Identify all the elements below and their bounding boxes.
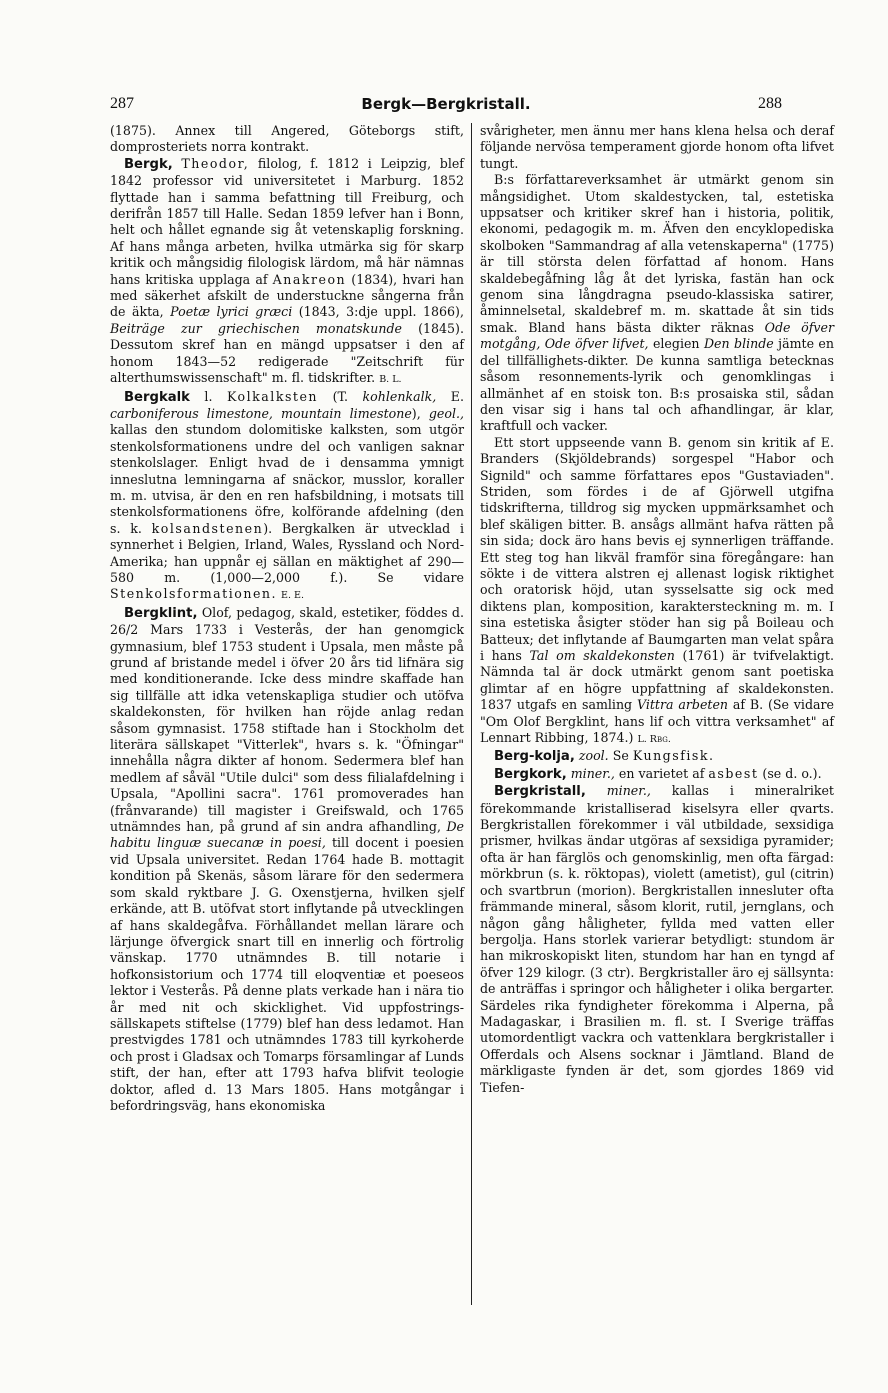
headword: Bergkristall, [494, 784, 586, 800]
work-title: Den blinde [703, 336, 774, 352]
left-column [110, 123, 464, 1114]
work-title: Vittra arbeten [636, 697, 729, 713]
italic-term: kohlenkalk, [362, 388, 437, 404]
entry-text: elegien [652, 336, 700, 352]
entry-bergkork [480, 766, 834, 783]
right-column [480, 123, 834, 1096]
headword: Bergk, [124, 156, 173, 172]
continuation-paragraph: (1875). Annex till Angered, Göteborgs stift, domprosteriets norra kontrakt. [110, 123, 464, 155]
work-title: Beiträge zur griechischen monatskunde [110, 320, 402, 336]
entry-text: filolog, f. 1812 i Leipzig, blef 1842 professor vid universitetet i Marburg. 1852 flyttade han i samma befattning till Freiburg, och derifrån 1857 till Halle. Sedan 1859 lefver han i Bonn, helt och hållet egnande sig åt vetenskaplig forskning. Af hans många arbeten, hvilka utmärka sig för skarp kritik och mångsidig filologisk lärdom, må här nämnas hans kritiska upplaga af [110, 155, 464, 287]
spaced-term: kolsandstenen [151, 520, 264, 536]
entry-text: l. [204, 388, 213, 404]
paragraph [480, 435, 834, 749]
entry-text: (1843, 3:dje uppl. 1866), [298, 304, 464, 320]
continuation-paragraph: svårigheter, men ännu mer hans klena helsa och deraf följande nervösa temperament gjorde honom ofta lifvet tungt. [480, 123, 834, 171]
person-name: Theodor, [181, 155, 250, 171]
entry-text: kallas den stundom dolomitiske kalksten, som utgör stenkolsformationens undre del och vanligen saknar stenkolslager. Enligt hvad de i densamma ymnigt inneslutna lemningarna af snäckor, musslor, koraller m. m. utvisa, är den en ren hafsbildning, i motsats till stenkolsformationens öfre, kolförande afdelning (den s. k. [110, 422, 464, 536]
entry-text: jämte en del tillfällighets-dikter. De kunna samtliga betecknas såsom resonnements-lyrik och genomklingas i allmänhet af en stoisk ton. B:s prosaiska stil, sådan den visar sig i hans tal och afhandlingar, är klar, kraftfull och vacker. [480, 336, 835, 434]
entry-bergkalk [110, 389, 464, 605]
entry-bergklint [110, 605, 464, 1115]
entry-text: Ett stort uppseende vann B. genom sin kritik af E. Branders (Skjöldebrands) sorgespel "Habor och Signild" och samme författares epos "Gustaviaden". Striden, som fördes i de af Gjörwell utgifna tidskrifterna, tilldrog sig mycken uppmärksamhet och blef skäligen bitter. B. ansågs allmänt hafva rätten på sin sida; dock äro hans bevis ej synnerligen träffande. Ett steg tog han likväl framför sina föregångare: han sökte i de vitterа alstren ej allenast logisk riktighet och oratorisk höjd, utan sysselsatte sig ock med diktens plan, komposition, karaktersteckning m. m. I sina estetiska åsigter stöder han sig på Boileau och Batteux; det inflytande af Baumgarten man velat spåra i hans [480, 434, 834, 663]
work-title: Tal om skaldekonsten [529, 648, 675, 663]
page-number-right: 288 [758, 95, 782, 112]
entry-text: Olof, pedagog, skald, estetiker, föddes d. 26/2 Mars 1733 i Vesterås, der han genomgick gymnasium, blef 1753 student i Upsala, men måste på grund af bristande medel i öfver 20 års tid lifnära sig med konditionerande. Icke dess mindre skaffade han sig tillfälle att idka vetenskapliga studier och utöfva skaldekonsten, för hvilken han röjde anlag redan såsom gymnasist. 1758 stiftade han i Stockholm det literära sällskapet "Vitterlek", hvars s. k. "Öfningar" innehålla några dikter af honom. Sedermera blef han medlem af såväl "Utile dulci" som dess filialafdelning i Upsala, "Apollini sacra". 1761 promoverades han (frånvarande) till magister i Greifswald, och 1765 utnämndes han, på grund af sin andra afhandling, [110, 604, 464, 835]
running-title: Bergk—Bergkristall. [361, 95, 531, 113]
entry-text: ), [411, 405, 421, 421]
entry-bergkristall [480, 783, 834, 1096]
headword: Bergkork, [494, 766, 567, 782]
cross-reference: Kungsfisk. [632, 748, 715, 764]
author-signature: E. E. [281, 590, 304, 602]
cross-reference: asbest [708, 765, 759, 781]
work-title: De habitu linguæ suecanæ in poesi, [110, 819, 465, 851]
headword: Bergklint, [124, 605, 198, 621]
page-header [110, 95, 782, 117]
entry-text: (1834), hvari han med säkerhet afskilt de understuckne sångerna från de äkta, [110, 271, 464, 320]
page-number-left: 287 [110, 95, 134, 112]
italic-term: geol., [428, 405, 464, 421]
paragraph [480, 172, 834, 435]
spaced-term: Anakreon [272, 271, 347, 287]
work-title: Poetæ lyrici græci [170, 304, 293, 320]
entry-bergk [110, 156, 464, 389]
entry-text: (T. [332, 388, 349, 404]
entry-berg-kolja [480, 748, 834, 765]
entry-text: kallas i mineralriket förekommande kristalliserad kiselsyra eller qvarts. Bergkristallen förekommer i väl utbildade, sexsidiga prismer, hvilkas ändar utgöras af sexsidiga pyramider; ofta är han färglös och genomskinlig, men ofta färgad: mörkbrun (s. k. röktopas), violett (ametist), gul (citrin) och svartbrun (morion). Bergkristallen innesluter ofta främmande mineral, såsom klorit, rutil, jernglans, och någon gång håligheter, fyllda med vatten eller bergolja. Hans storlek varierar betydligt: stundom är han mikroskopiskt liten, stundom har han en tyngd af öfver 129 kilogr. (3 ctr). Bergkristaller äro ej sällsynta: de anträffas i springor och håligheter i olika bergarter. Särdeles rika fyndigheter förekomma i Alperna, på Madagaskar, i Brasilien m. fl. st. I Sverige träffas utomordentligt vackra och vattenklara bergkristaller i Offerdals och Alsens socknar i Jämtland. Bland de märkligaste fynden är det, som gjordes 1869 vid Tiefen- [480, 783, 834, 1095]
italic-term: carboniferous limestone, mountain limestone [110, 405, 412, 421]
italic-term: zool. [578, 748, 609, 764]
column-divider [471, 123, 472, 1305]
entry-text: ). Bergkalken är utvecklad i synnerhet i Belgien, Irland, Wales, Ryssland och Nord-Amerika; han uppnår ej sällan en mäktighet af 290—580 m. (1,000—2,000 f.). Se vidare [110, 520, 464, 585]
headword: Bergkalk [124, 389, 190, 405]
entry-text: B:s författareverksamhet är utmärkt genom sin mångsidighet. Utom skaldestycken, tal, estetiska uppsatser och kritiker skref han i historia, politik, ekonomi, pedagogik m. m. Äfven den encyklopediska skolboken "Sammandrag af alla vetenskaperna" (1775) är till största delen författad af honom. Hans skaldebegåfning låg åt det lyriska, fastän han ock genom sina långdragna pseudo-klassiska satirer, åminnelsetal, skaldebref m. m. skattade åt sin tids smak. Bland hans bästa dikter räknas [480, 172, 834, 335]
entry-text: (1845). Dessutom skref han en mängd uppsatser i den af honom 1843—52 redigerade "Zeitschrift für alterthumswissenschaft" m. fl. tidskrifter. [110, 320, 464, 386]
italic-term: miner., [606, 783, 651, 799]
entry-text: E. [450, 388, 464, 404]
work-title: Ode öfver motgång, Ode öfver lifvet, [480, 319, 834, 352]
cross-reference: Stenkolsformationen. [110, 586, 278, 602]
entry-text: (se d. o.). [762, 765, 822, 781]
headword: Berg-kolja, [494, 749, 575, 765]
entry-text: af B. (Se vidare "Om Olof Bergklint, hans lif och vittra verksamhet" af Lennart Ribbing, 1874.) [480, 697, 834, 746]
author-signature: L. Rbg. [637, 734, 671, 746]
entry-text: en varietet af [618, 765, 705, 781]
spaced-term: Kolkalksten [226, 388, 319, 404]
italic-term: miner., [570, 765, 615, 781]
entry-text: (1761) är tvifvelaktigt. Nämnda tal är dock utmärkt genom sant poetiska glimtar af en högre uppfattning af skaldekonsten. 1837 utgafs en samling [480, 648, 834, 713]
author-signature: B. L. [379, 374, 402, 386]
entry-text: Se [612, 748, 629, 764]
entry-text: till docent i poesien vid Upsala universitet. Redan 1764 hade B. mottagit kondition på Skenäs, såsom lärare för den sedermera som skald ryktbare J. G. Oxenstjerna, hvilken sjelf erkände, att B. utöfvat stort inflytande på utvecklingen af hans skaldegåfva. Förhållandet mellan lärare och lärjunge öfvergick snart till en innerlig och förtrolig vänskap. 1770 utnämndes B. till notarie i hofkonsistorium och 1774 till eloqventiæ et poeseos lektor i Vesterås. På denne plats verkade han i nära tio år med nit och skicklighet. Vid uppfostrings-sällskapets stiftelse (1779) blef han dess ledamot. Han prestvigdes 1781 och utnämndes 1783 till kyrkoherde och prost i Gladsax och Tomarps församlingar af Lunds stift, der han, efter att 1793 hafva blifvit teologie doktor, afled d. 13 Mars 1805. Hans motgångar i befordringsväg, hans ekonomiska [110, 835, 464, 1113]
